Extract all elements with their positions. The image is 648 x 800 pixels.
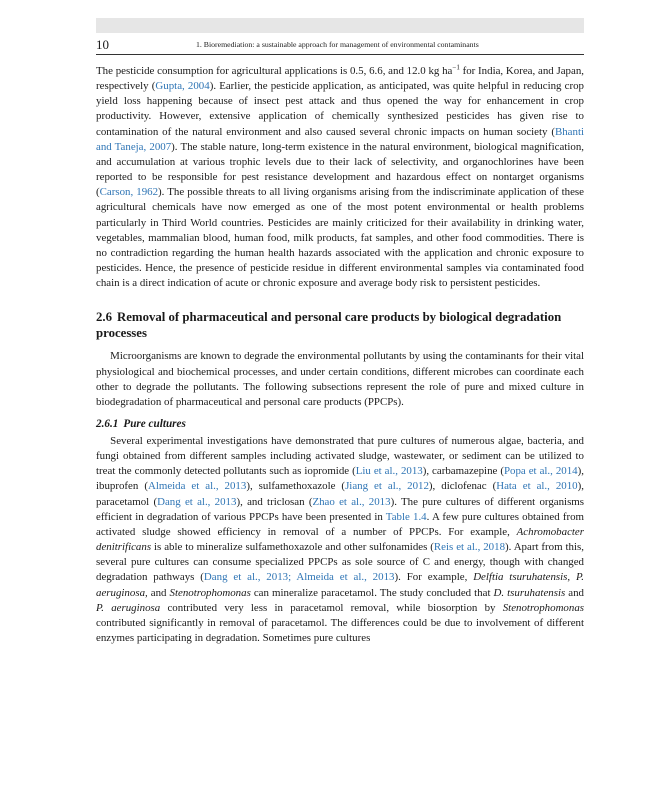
citation-link[interactable]: Liu et al., 2013: [355, 465, 423, 478]
citation-link[interactable]: Jiang et al., 2012: [345, 480, 429, 493]
citation-link[interactable]: Popa et al., 2014: [503, 465, 578, 478]
citation-link[interactable]: Almeida et al., 2013: [147, 480, 247, 493]
paragraph-pesticide: The pesticide consumption for agricultural applications is 0.5, 6.6, and 12.0 kg $ha^{-1}$ for India, Korea, and Japan, respectively (Gupta, 2004). Earlier, the pesticide application, as anticipated, was quite helpful in reducing crop yield loss happening because of insect pest attack and thus opened the way for enhancement in crop productivity. However, extensive application of chemically synthesized pesticides has given rise to contamination of the natural environment and also caused several chronic impacts on human society (Bhanti and Taneja, 2007). The stable nature, long-term existence in the natural environment, biological magnification, and accumulation at various trophic levels due to their lack of selectivity, and organochlorines have been reported to be responsible for pest resistance development and hazardous effect on nontarget organisms (Carson, 1962). The possible threats to all living organisms arising from the indiscriminate application of these agricultural chemicals have now emerged as one of the most potent environmental or health problems particularly in Third World countries. Pesticides are mainly criticized for their availability in drinking water, vegetables, mammalian blood, human food, milk products, fat samples, and other food commodities. There is no contradiction regarding the human health hazards associated with the application and chronic exposure to pesticides. Hence, the presence of pesticide residue in different environmental samples via contaminated food chain is a direct indication of acute or chronic exposure and average body risk to persistent pesticides.: [96, 63, 585, 290]
table-reference-link[interactable]: Table 1.4: [385, 510, 427, 523]
page-content: [96, 64, 584, 646]
citation-link[interactable]: Reis et al., 2018: [433, 541, 506, 554]
citation-link[interactable]: Gupta, 2004: [155, 80, 210, 93]
running-head: 1. Bioremediation: a sustainable approach for management of environmental contaminants: [196, 40, 479, 49]
page-header: [96, 36, 584, 55]
citation-link[interactable]: Bhanti and Taneja, 2007: [96, 125, 584, 153]
header-bar: [96, 18, 584, 33]
paragraph-microorganisms: Microorganisms are known to degrade the environmental pollutants by using the contaminants for their vital physiological and biochemical processes, and under certain conditions, different microbes can coordinate each other to degrade the pollutants. The following subsections represent the role of pure and mixed culture in biodegradation of pharmaceutical and personal care products (PPCPs).: [96, 350, 584, 408]
citation-link[interactable]: Dang et al., 2013; Almeida et al., 2013: [203, 571, 395, 584]
subsection-heading: 2.6.1 Pure cultures: [96, 417, 186, 430]
citation-link[interactable]: Zhao et al., 2013: [312, 495, 391, 508]
citation-link[interactable]: Dang et al., 2013: [157, 495, 237, 508]
citation-link[interactable]: Hata et al., 2010: [496, 480, 578, 493]
section-heading: 2.6 Removal of pharmaceutical and personal care products by biological degradation processes: [96, 310, 562, 341]
citation-link[interactable]: Carson, 1962: [99, 186, 159, 199]
paragraph-pure-cultures: Several experimental investigations have demonstrated that pure cultures of numerous algae, bacteria, and fungi obtained from different samples including activated sludge, wastewater, or sediment can be utilized to treat the commonly detected pollutants such as iopromide (Liu et al., 2013), carbamazepine (Popa et al., 2014), ibuprofen (Almeida et al., 2013), sulfamethoxazole (Jiang et al., 2012), diclofenac (Hata et al., 2010), paracetamol (Dang et al., 2013), and triclosan (Zhao et al., 2013). The pure cultures of different organisms efficient in degradation of various PPCPs have been presented in Table 1.4. A few pure cultures obtained from activated sludge showed efficiency in removal of a number of PPCPs. For example, Achromobacter denitrificans is able to mineralize sulfamethoxazole and other sulfonamides (Reis et al., 2018). Apart from this, several pure cultures can consume specialized PPCPs as sole source of C and energy, though with changed degradation pathways (Dang et al., 2013; Almeida et al., 2013). For example, Delftia tsuruhatensis, P. aeruginosa, and Stenotrophomonas can mineralize paracetamol. The study concluded that D. tsuruhatensis and P. aeruginosa contributed very less in paracetamol removal, while biosorption by Stenotrophomonas contributed significantly in removal of paracetamol. The differences could be due to involvement of different enzymes participating in degradation. Sometimes pure cultures: [96, 434, 585, 644]
page-number: 10: [96, 37, 109, 52]
